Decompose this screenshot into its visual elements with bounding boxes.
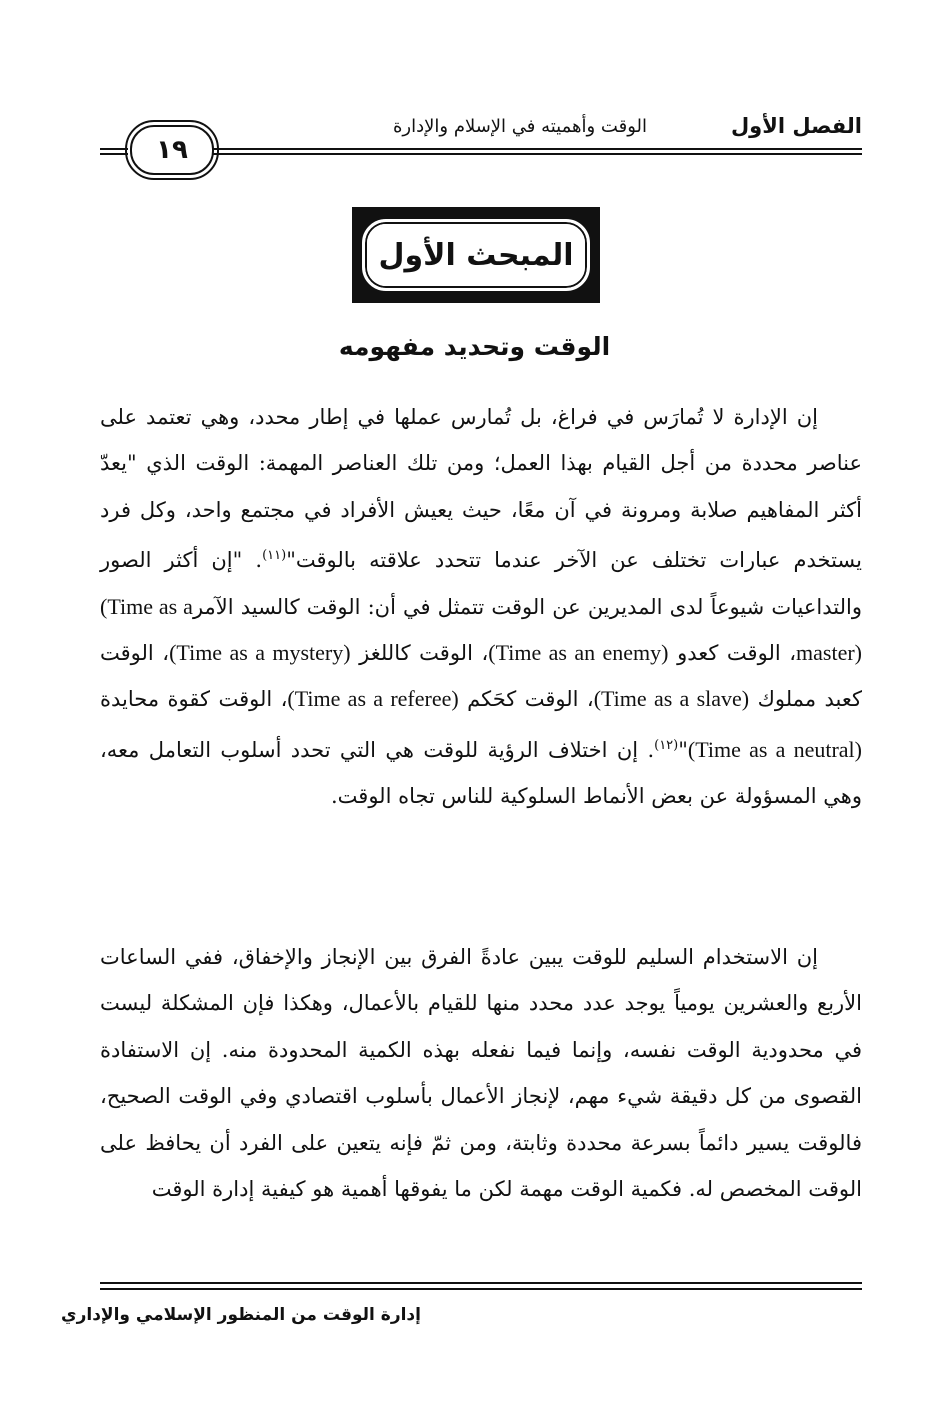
header-rule-left xyxy=(100,148,128,155)
en-term-referee: (Time as a referee) xyxy=(287,686,459,712)
p2-text: إن الاستخدام السليم للوقت يبين عادةً الفرق بين الإنجاز والإخفاق، ففي الساعات الأربع والعشرين يومياً يوجد عدد محدد منها للقيام بالأعمال، وهكذا فإن المشكلة ليست في محدودية الوقت نفسه، وإنما فيما نفعله بهذه الكمية المحدودة منه. إن الاستفادة القصوى من كل دقيقة شيء مهم، لإنجاز الأعمال بأسلوب اقتصادي وفي الوقت الصحيح، فالوقت يسير دائماً بسرعة محددة وثابتة، ومن ثمّ فإنه يتعين على الفرد أن يحافظ على الوقت المخصص له. فكمية الوقت مهمة لكن ما يفوقها أهمية هو كيفية إدارة الوقت xyxy=(100,945,862,1202)
paragraph-1 xyxy=(100,394,862,820)
en-term-mystery: (Time as a mystery) xyxy=(169,640,351,666)
page-number: ١٩ xyxy=(130,125,214,175)
footer-rule-bottom xyxy=(100,1288,862,1290)
chapter-label: الفصل الأول xyxy=(730,114,862,138)
p1-part6: ، الوقت كحَكم xyxy=(458,687,594,712)
p1-part7: ، الوقت كقوة محايدة xyxy=(100,687,288,712)
p1-part2: . "إن أكثر الصور والتداعيات شيوعاً لدى المديرين عن الوقت تتمثل في أن: الوقت كالسيد الآمر xyxy=(100,548,862,619)
en-term-master: (Time as a master) xyxy=(100,593,862,666)
en-term-enemy: (Time as an enemy) xyxy=(488,640,669,666)
footer-book-title: إدارة الوقت من المنظور الإسلامي والإداري xyxy=(61,1305,421,1325)
en-term-slave: (Time as a slave) xyxy=(593,686,750,712)
p1-part9: . إن اختلاف الرؤية للوقت هي التي تحدد أسلوب التعامل معه، وهي المسؤولة عن بعض الأنماط السلوكية للناس تجاه الوقت. xyxy=(100,737,862,809)
p1-part8: " xyxy=(678,737,688,762)
section-title-inner xyxy=(362,219,590,291)
p1-part4: ، الوقت كاللغز xyxy=(350,641,489,666)
header-rule xyxy=(208,148,862,155)
section-title-frame xyxy=(352,207,600,303)
p1-part3: ، الوقت كعدو xyxy=(668,641,797,666)
en-term-neutral: (Time as a neutral) xyxy=(687,736,862,762)
footer-rule-top xyxy=(100,1282,862,1284)
p1-part5: ، الوقت كعبد مملوك xyxy=(100,641,863,712)
section-title: المبحث الأول xyxy=(378,237,574,273)
page-header xyxy=(100,108,862,168)
footnote-ref-12: (١٢) xyxy=(654,737,679,753)
running-title: الوقت وأهميته في الإسلام والإدارة xyxy=(393,116,647,137)
section-subtitle: الوقت وتحديد مفهومه xyxy=(338,332,611,361)
footnote-ref-11: (١١) xyxy=(262,548,287,564)
paragraph-2 xyxy=(100,934,862,1212)
p1-part1: إن الإدارة لا تُمارَس في فراغ، بل تُمارس عملها في إطار محدد، وهي تعتمد على عناصر محددة من أجل القيام بهذا العمل؛ ومن تلك العناصر المهمة: الوقت الذي "يعدّ أكثر المفاهيم صلابة ومرونة في آن معًا، حيث يعيش الأفراد في مجتمع واحد، وكل فرد يستخدم عبارات تختلف عن الآخر عندما تتحدد علاقته بالوقت" xyxy=(100,405,863,573)
